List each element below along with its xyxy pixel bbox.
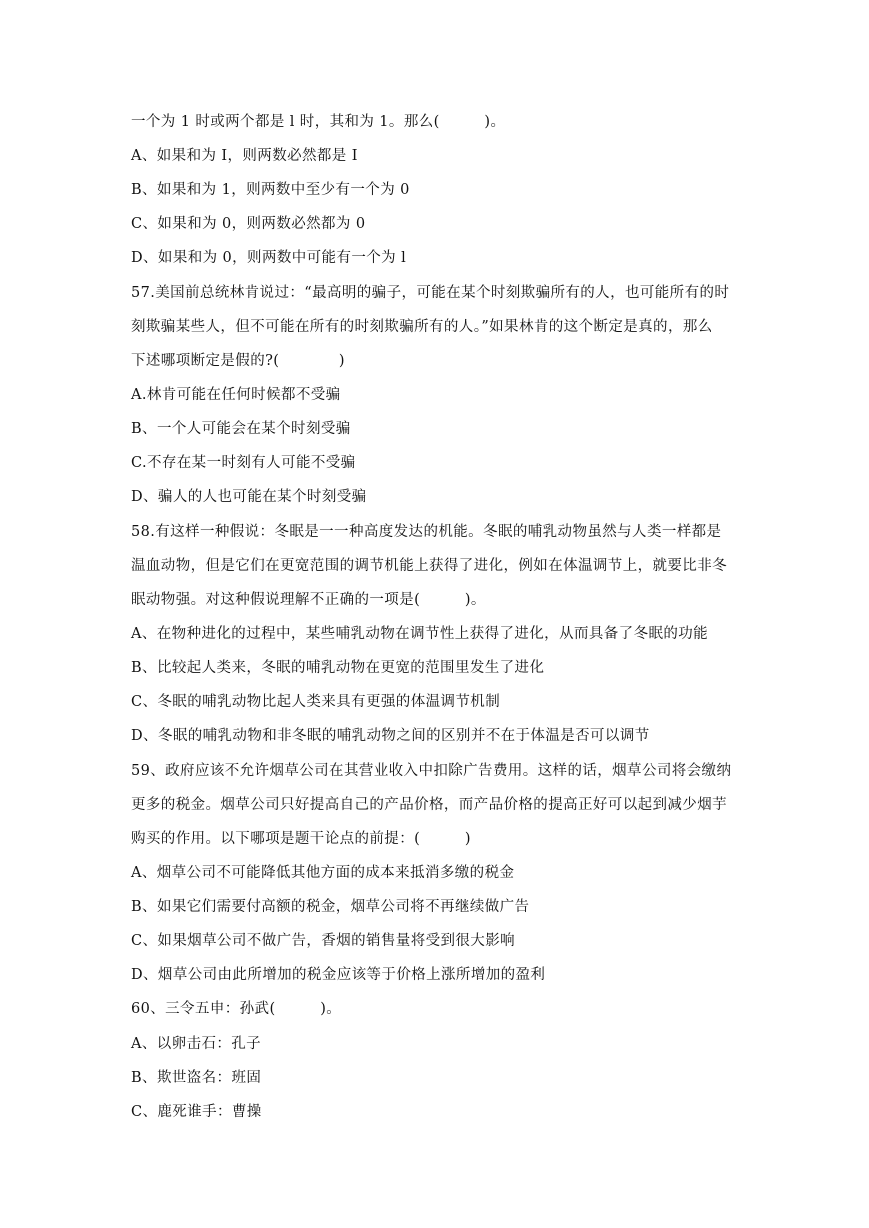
- question-59-line: 59、政府应该不允许烟草公司在其营业收入中扣除广告费用。这样的话，烟草公司将会缴纳: [131, 763, 732, 779]
- question-59-line: 更多的税金。烟草公司只好提高自己的产品价格，而产品价格的提高正好可以起到减少烟芋: [131, 797, 727, 813]
- option-line: C、冬眠的哺乳动物比起人类来具有更强的体温调节机制: [131, 694, 501, 710]
- option-line: A、以卵击石：孔子: [131, 1036, 262, 1052]
- text-line: 一个为 1 时或两个都是 l 时，其和为 1。那么( )。: [131, 114, 506, 130]
- option-line: D、如果和为 0，则两数中可能有一个为 l: [131, 250, 407, 266]
- question-57-line: 下述哪项断定是假的?( ): [131, 353, 345, 369]
- question-60-line: 60、三令五申：孙武( )。: [131, 1001, 342, 1017]
- question-57-line: 57.美国前总统林肯说过：“最高明的骗子，可能在某个时刻欺骗所有的人，也可能所有的时: [131, 285, 730, 301]
- option-line: A、在物种进化的过程中，某些哺乳动物在调节性上获得了进化，从而具备了冬眠的功能: [131, 626, 709, 642]
- option-line: C.不存在某一时刻有人可能不受骗: [131, 455, 356, 471]
- question-59-line: 购买的作用。以下哪项是题干论点的前提：( ): [131, 831, 471, 847]
- option-line: C、如果烟草公司不做广告，香烟的销售量将受到很大影响: [131, 933, 515, 949]
- question-58-line: 58.有这样一种假说：冬眠是一一种高度发达的机能。冬眠的哺乳动物虽然与人类一样都是: [131, 524, 722, 540]
- option-line: A、烟草公司不可能降低其他方面的成本来抵消多缴的税金: [131, 865, 515, 881]
- option-line: B、一个人可能会在某个时刻受骗: [131, 421, 351, 437]
- option-line: C、如果和为 0，则两数必然都为 0: [131, 216, 366, 232]
- question-58-line: 眠动物强。对这种假说理解不正确的一项是( )。: [131, 592, 486, 608]
- option-line: B、如果它们需要付高额的税金，烟草公司将不再继续做广告: [131, 899, 530, 915]
- option-line: A.林肯可能在任何时候都不受骗: [131, 387, 341, 403]
- question-57-line: 刻欺骗某些人，但不可能在所有的时刻欺骗所有的人。”如果林肯的这个断定是真的，那么: [131, 319, 713, 335]
- option-line: B、欺世盗名：班固: [131, 1070, 262, 1086]
- question-58-line: 温血动物，但是它们在更宽范围的调节机能上获得了进化，例如在体温调节上，就要比非冬: [131, 558, 727, 574]
- option-line: D、烟草公司由此所增加的税金应该等于价格上涨所增加的盈利: [131, 967, 546, 983]
- option-line: B、如果和为 1，则两数中至少有一个为 0: [131, 182, 410, 198]
- option-line: C、鹿死谁手：曹操: [131, 1104, 262, 1120]
- option-line: B、比较起人类来，冬眠的哺乳动物在更宽的范围里发生了进化: [131, 660, 545, 676]
- option-line: A、如果和为 I，则两数必然都是 I: [131, 148, 358, 164]
- option-line: D、冬眠的哺乳动物和非冬眠的哺乳动物之间的区别并不在于体温是否可以调节: [131, 728, 650, 744]
- option-line: D、骗人的人也可能在某个时刻受骗: [131, 489, 367, 505]
